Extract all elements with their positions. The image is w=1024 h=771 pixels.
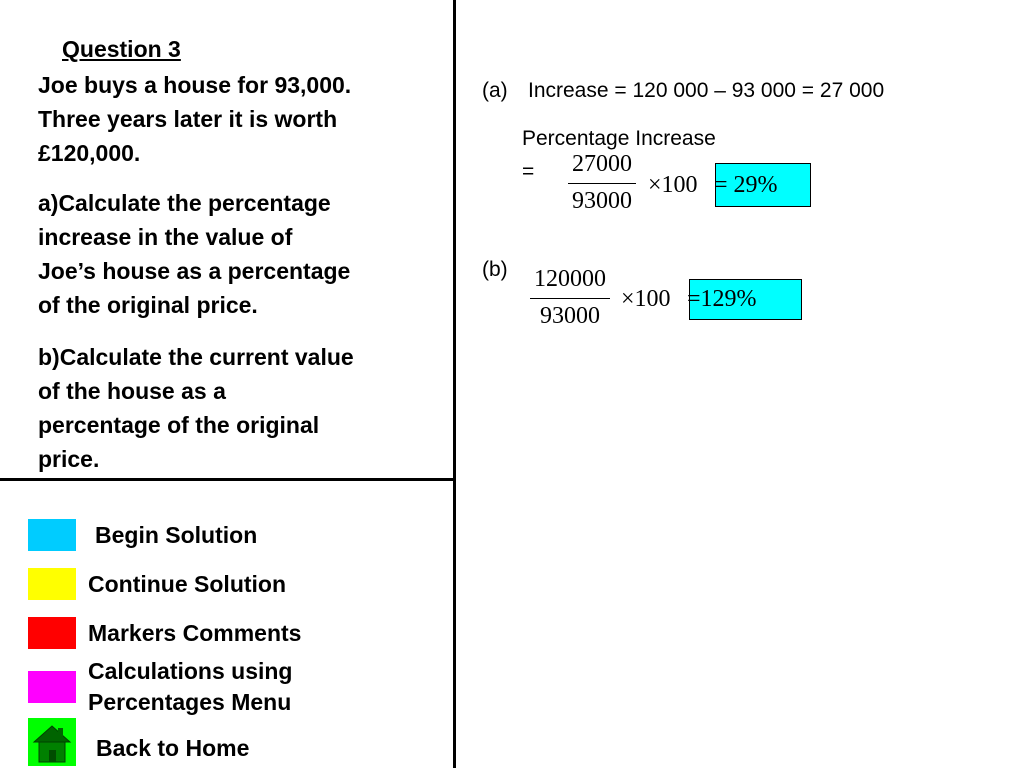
question-part-a-line: a)Calculate the percentage [38, 190, 331, 216]
markers-comments-swatch [28, 617, 76, 649]
question-part-b-line: b)Calculate the current value [38, 344, 354, 370]
solution-b-fraction [530, 266, 610, 330]
markers-comments-button[interactable] [28, 617, 301, 649]
vertical-divider [453, 0, 456, 768]
question-part-a [38, 186, 438, 322]
solution-a-denominator: 93000 [572, 188, 632, 214]
question-part-b-line: price. [38, 446, 100, 472]
question-part-a-line: increase in the value of [38, 224, 293, 250]
percentages-menu-label-line: Calculations using [88, 658, 293, 684]
question-intro-line: Three years later it is worth [38, 106, 338, 132]
begin-solution-button[interactable] [28, 519, 257, 551]
solution-b-denominator: 93000 [540, 303, 600, 329]
solution-a-fraction [568, 151, 636, 215]
percentages-menu-button[interactable] [28, 656, 292, 718]
horizontal-divider [0, 478, 456, 481]
solution-a-answer: = 29% [714, 172, 778, 198]
fraction-bar [568, 183, 636, 184]
solution-a-increase: Increase = 120 000 – 93 000 = 27 000 [528, 79, 885, 102]
markers-comments-label: Markers Comments [88, 619, 302, 646]
question-intro [38, 68, 438, 170]
begin-solution-swatch [28, 519, 76, 551]
question-part-a-line: of the original price. [38, 292, 258, 318]
back-to-home-button[interactable] [28, 718, 76, 766]
continue-solution-swatch [28, 568, 76, 600]
solution-a-numerator: 27000 [572, 151, 632, 177]
solution-b-times: ×100 [621, 286, 671, 312]
solution-a-pct-label: Percentage Increase [522, 127, 716, 150]
solution-a-times: ×100 [648, 172, 698, 198]
back-to-home-label[interactable]: Back to Home [96, 735, 250, 761]
continue-solution-button[interactable] [28, 568, 286, 600]
solution-b-answer: =129% [687, 286, 757, 312]
solution-a-label: (a) [482, 79, 508, 102]
question-intro-line: £120,000. [38, 140, 141, 166]
continue-solution-label: Continue Solution [88, 570, 287, 597]
question-part-b [38, 340, 438, 476]
percentages-menu-swatch [28, 671, 76, 703]
begin-solution-label: Begin Solution [95, 521, 258, 548]
question-part-a-line: Joe’s house as a percentage [38, 258, 351, 284]
question-part-b-line: of the house as a [38, 378, 226, 404]
solution-a-equals: = [522, 160, 535, 183]
question-part-b-line: percentage of the original [38, 412, 320, 438]
solution-b-label: (b) [482, 258, 508, 281]
question-intro-line: Joe buys a house for 93,000. [38, 72, 352, 98]
house-icon [28, 718, 76, 766]
solution-b-numerator: 120000 [534, 266, 606, 292]
percentages-menu-label [88, 656, 292, 718]
fraction-bar [530, 298, 610, 299]
percentages-menu-label-line: Percentages Menu [88, 689, 292, 715]
question-title: Question 3 [62, 36, 181, 62]
